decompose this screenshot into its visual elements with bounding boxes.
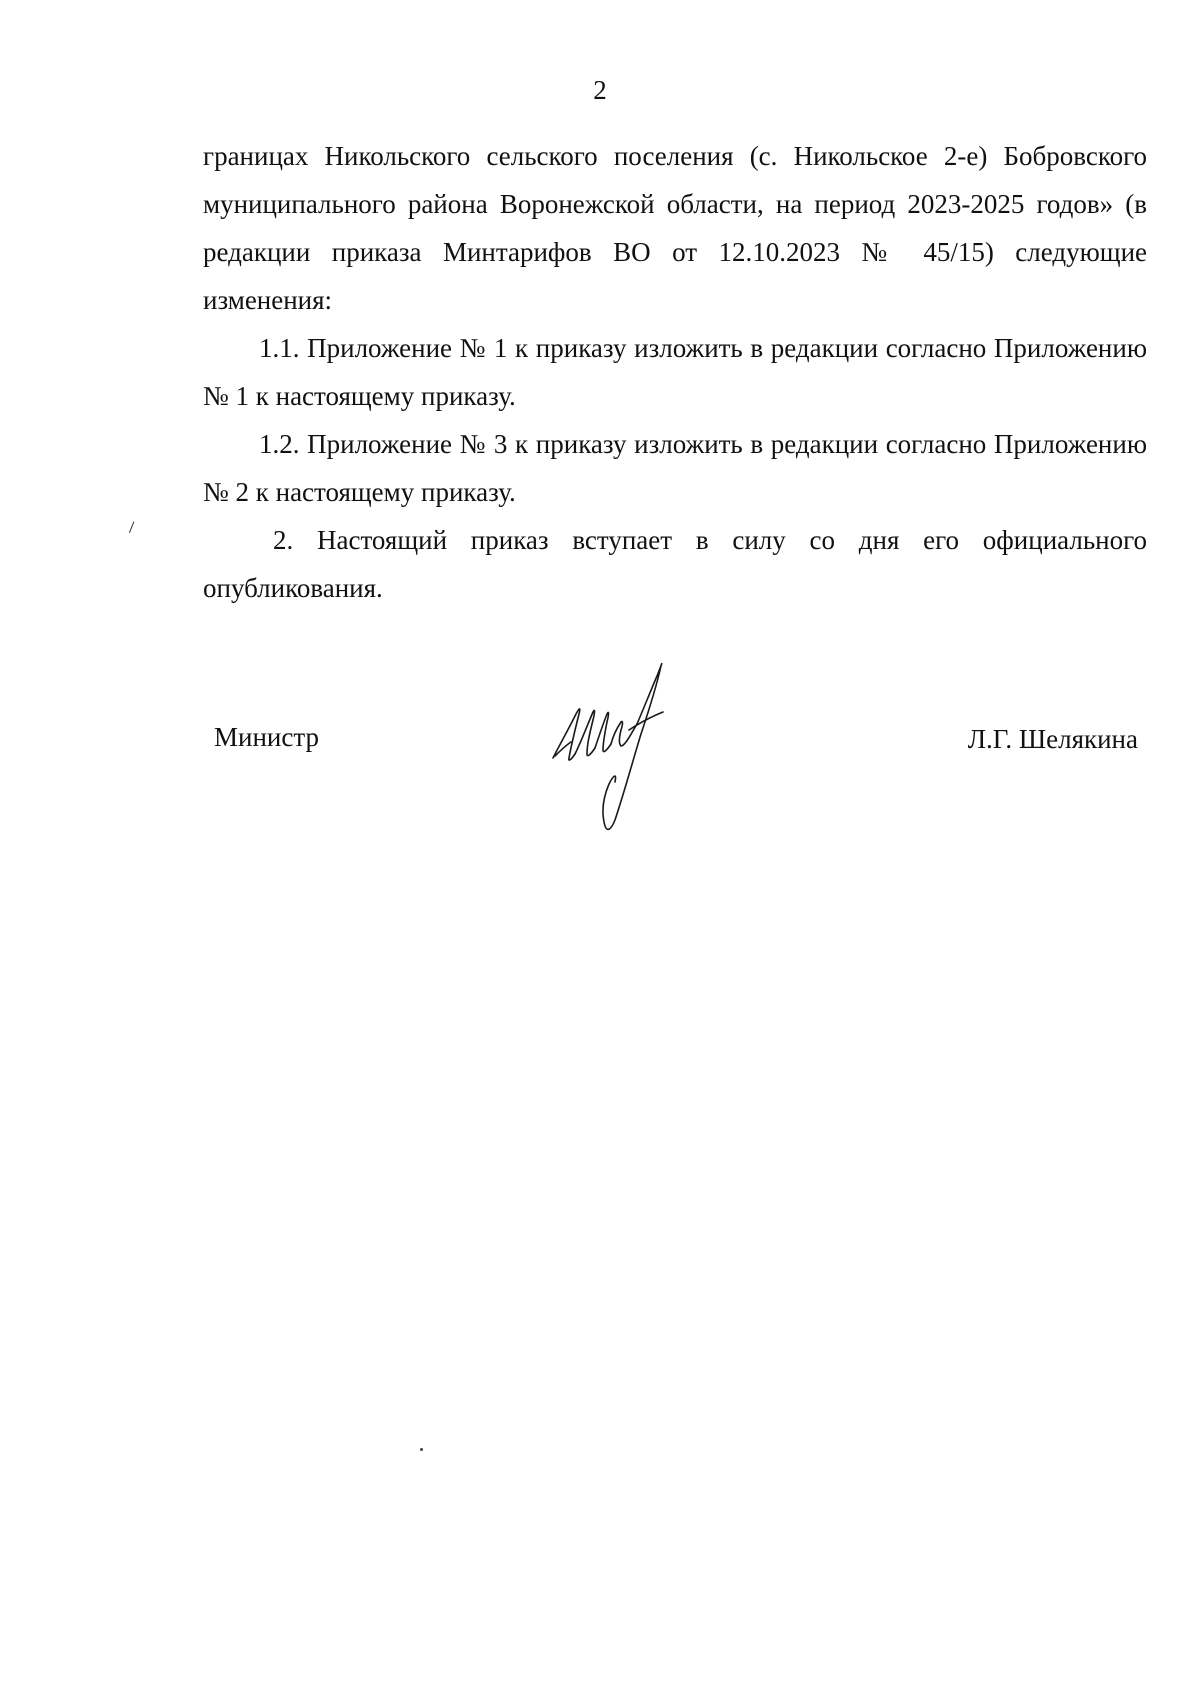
paragraph-intro: границах Никольского сельского поселения (с. Никольское 2-е) Бобровского муниципального района Воронежской области, на период 2023-2025 годов» (в редакции приказа Минтарифов ВО от 12.10.2023 № 45/15) следующие изменения:	[203, 141, 1147, 315]
signatory-name: Л.Г. Шелякина	[967, 724, 1138, 754]
document-body	[203, 132, 1147, 612]
handwritten-signature-icon	[545, 650, 675, 840]
stray-dot-mark	[420, 1448, 423, 1451]
signatory-title: Министр	[214, 722, 319, 752]
stray-pen-mark	[129, 522, 138, 535]
paragraph-item-2: 2. Настоящий приказ вступает в силу со дня его официального опубликования.	[203, 525, 1147, 603]
paragraph-item-1-2: 1.2. Приложение № 3 к приказу изложить в редакции согласно Приложению № 2 к настоящему приказу.	[203, 429, 1147, 507]
page-number: 2	[593, 75, 607, 105]
paragraph-item-1-1: 1.1. Приложение № 1 к приказу изложить в редакции согласно Приложению № 1 к настоящему приказу.	[203, 333, 1147, 411]
